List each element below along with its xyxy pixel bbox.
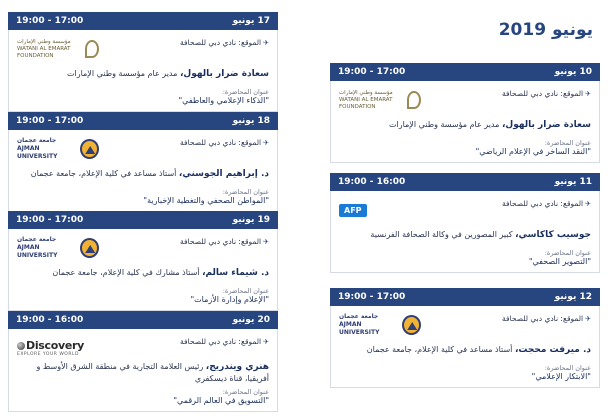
topic-label: عنوان المحاضرة: bbox=[222, 388, 269, 396]
session-time: 19:00 - 17:00 bbox=[338, 292, 406, 302]
session-time: 19:00 - 16:00 bbox=[16, 315, 84, 325]
location-pin-icon: ✈ bbox=[263, 39, 269, 47]
location-pin-icon: ✈ bbox=[263, 139, 269, 147]
session-header bbox=[8, 12, 278, 30]
session-location: ✈الموقع: نادي دبي للصحافة bbox=[180, 138, 269, 147]
session-header bbox=[8, 311, 278, 329]
ajman-logo: جامعة عجمان AJMAN UNIVERSITY bbox=[17, 136, 99, 162]
session-card bbox=[8, 12, 278, 112]
session-card bbox=[8, 112, 278, 212]
ajman-logo: جامعة عجمان AJMAN UNIVERSITY bbox=[339, 312, 421, 338]
session-topic: "الابتكار الإعلامي" bbox=[531, 372, 591, 381]
session-date: 11 يونيو bbox=[554, 177, 592, 187]
speaker: د. شيماء سالم، أستاذ مشارك في كلية الإعلام، جامعة عجمان bbox=[52, 268, 269, 278]
location-pin-icon: ✈ bbox=[585, 200, 591, 208]
session-card bbox=[330, 288, 600, 388]
session-location: ✈الموقع: نادي دبي للصحافة bbox=[180, 237, 269, 246]
topic-label: عنوان المحاضرة: bbox=[544, 364, 591, 372]
speaker: جوسيب كاكاسي، كبير المصورين في وكالة الصحافة الفرنسية bbox=[370, 230, 591, 240]
session-time: 19:00 - 17:00 bbox=[16, 116, 84, 126]
session-topic: "التسويق في العالم الرقمي" bbox=[173, 396, 269, 405]
session-header bbox=[8, 112, 278, 130]
session-location: ✈الموقع: نادي دبي للصحافة bbox=[502, 199, 591, 208]
session-topic: "الذكاء الإعلامي والعاطفي" bbox=[178, 96, 269, 105]
session-card bbox=[8, 211, 278, 311]
topic-label: عنوان المحاضرة: bbox=[222, 88, 269, 96]
wataniya-logo: مؤسسة وطني الإمارات WATANI AL EMARAT FOUNDATION bbox=[339, 87, 421, 113]
session-location: ✈الموقع: نادي دبي للصحافة bbox=[180, 38, 269, 47]
session-time: 19:00 - 17:00 bbox=[16, 16, 84, 26]
session-date: 12 يونيو bbox=[554, 292, 592, 302]
discovery-logo: Discovery EXPLORE YOUR WORLD bbox=[17, 339, 85, 357]
session-header bbox=[330, 63, 600, 81]
session-time: 19:00 - 17:00 bbox=[16, 215, 84, 225]
session-location: ✈الموقع: نادي دبي للصحافة bbox=[502, 314, 591, 323]
location-pin-icon: ✈ bbox=[585, 90, 591, 98]
globe-icon bbox=[17, 342, 25, 350]
topic-label: عنوان المحاضرة: bbox=[544, 249, 591, 257]
speaker: د. ميرفت محجت، أستاذ مساعد في كلية الإعلام، جامعة عجمان bbox=[366, 345, 591, 355]
session-topic: "النقد الساخر في الإعلام الرياضي" bbox=[475, 147, 591, 156]
page-title: يونيو 2019 bbox=[498, 20, 593, 40]
wataniya-logo: مؤسسة وطني الإمارات WATANI AL EMARAT FOUNDATION bbox=[17, 36, 99, 62]
location-pin-icon: ✈ bbox=[585, 315, 591, 323]
ajman-logo: جامعة عجمان AJMAN UNIVERSITY bbox=[17, 235, 99, 261]
session-header bbox=[330, 288, 600, 306]
topic-label: عنوان المحاضرة: bbox=[222, 287, 269, 295]
session-card bbox=[330, 63, 600, 163]
session-card bbox=[8, 311, 278, 412]
session-location: ✈الموقع: نادي دبي للصحافة bbox=[502, 89, 591, 98]
topic-label: عنوان المحاضرة: bbox=[222, 188, 269, 196]
location-pin-icon: ✈ bbox=[263, 338, 269, 346]
session-time: 19:00 - 17:00 bbox=[338, 67, 406, 77]
session-card bbox=[330, 173, 600, 273]
session-topic: "التصوير الصحفي" bbox=[528, 257, 591, 266]
speaker: سعادة ضرار بالهول، مدير عام مؤسسة وطني الإمارات bbox=[388, 120, 591, 130]
speaker: هنري ويندريج، رئيس العلامة التجارية في منطقة الشرق الأوسط و أفريقيا، قناة ديسكفري bbox=[36, 362, 269, 383]
speaker: د. إبراهيم الجوسني، أستاذ مساعد في كلية الإعلام، جامعة عجمان bbox=[30, 169, 269, 179]
session-date: 19 يونيو bbox=[232, 215, 270, 225]
topic-label: عنوان المحاضرة: bbox=[544, 139, 591, 147]
afp-logo: AFP bbox=[339, 197, 421, 223]
session-topic: "الإعلام وإدارة الأزمات" bbox=[190, 295, 269, 304]
session-date: 18 يونيو bbox=[232, 116, 270, 126]
location-pin-icon: ✈ bbox=[263, 238, 269, 246]
session-date: 20 يونيو bbox=[232, 315, 270, 325]
session-date: 10 يونيو bbox=[554, 67, 592, 77]
session-topic: "المواطن الصحفي والتغطية الإخبارية" bbox=[143, 196, 269, 205]
session-location: ✈الموقع: نادي دبي للصحافة bbox=[180, 337, 269, 346]
session-header bbox=[8, 211, 278, 229]
session-date: 17 يونيو bbox=[232, 16, 270, 26]
session-time: 19:00 - 16:00 bbox=[338, 177, 406, 187]
speaker: سعادة ضرار بالهول، مدير عام مؤسسة وطني الإمارات bbox=[66, 69, 269, 79]
session-header bbox=[330, 173, 600, 191]
